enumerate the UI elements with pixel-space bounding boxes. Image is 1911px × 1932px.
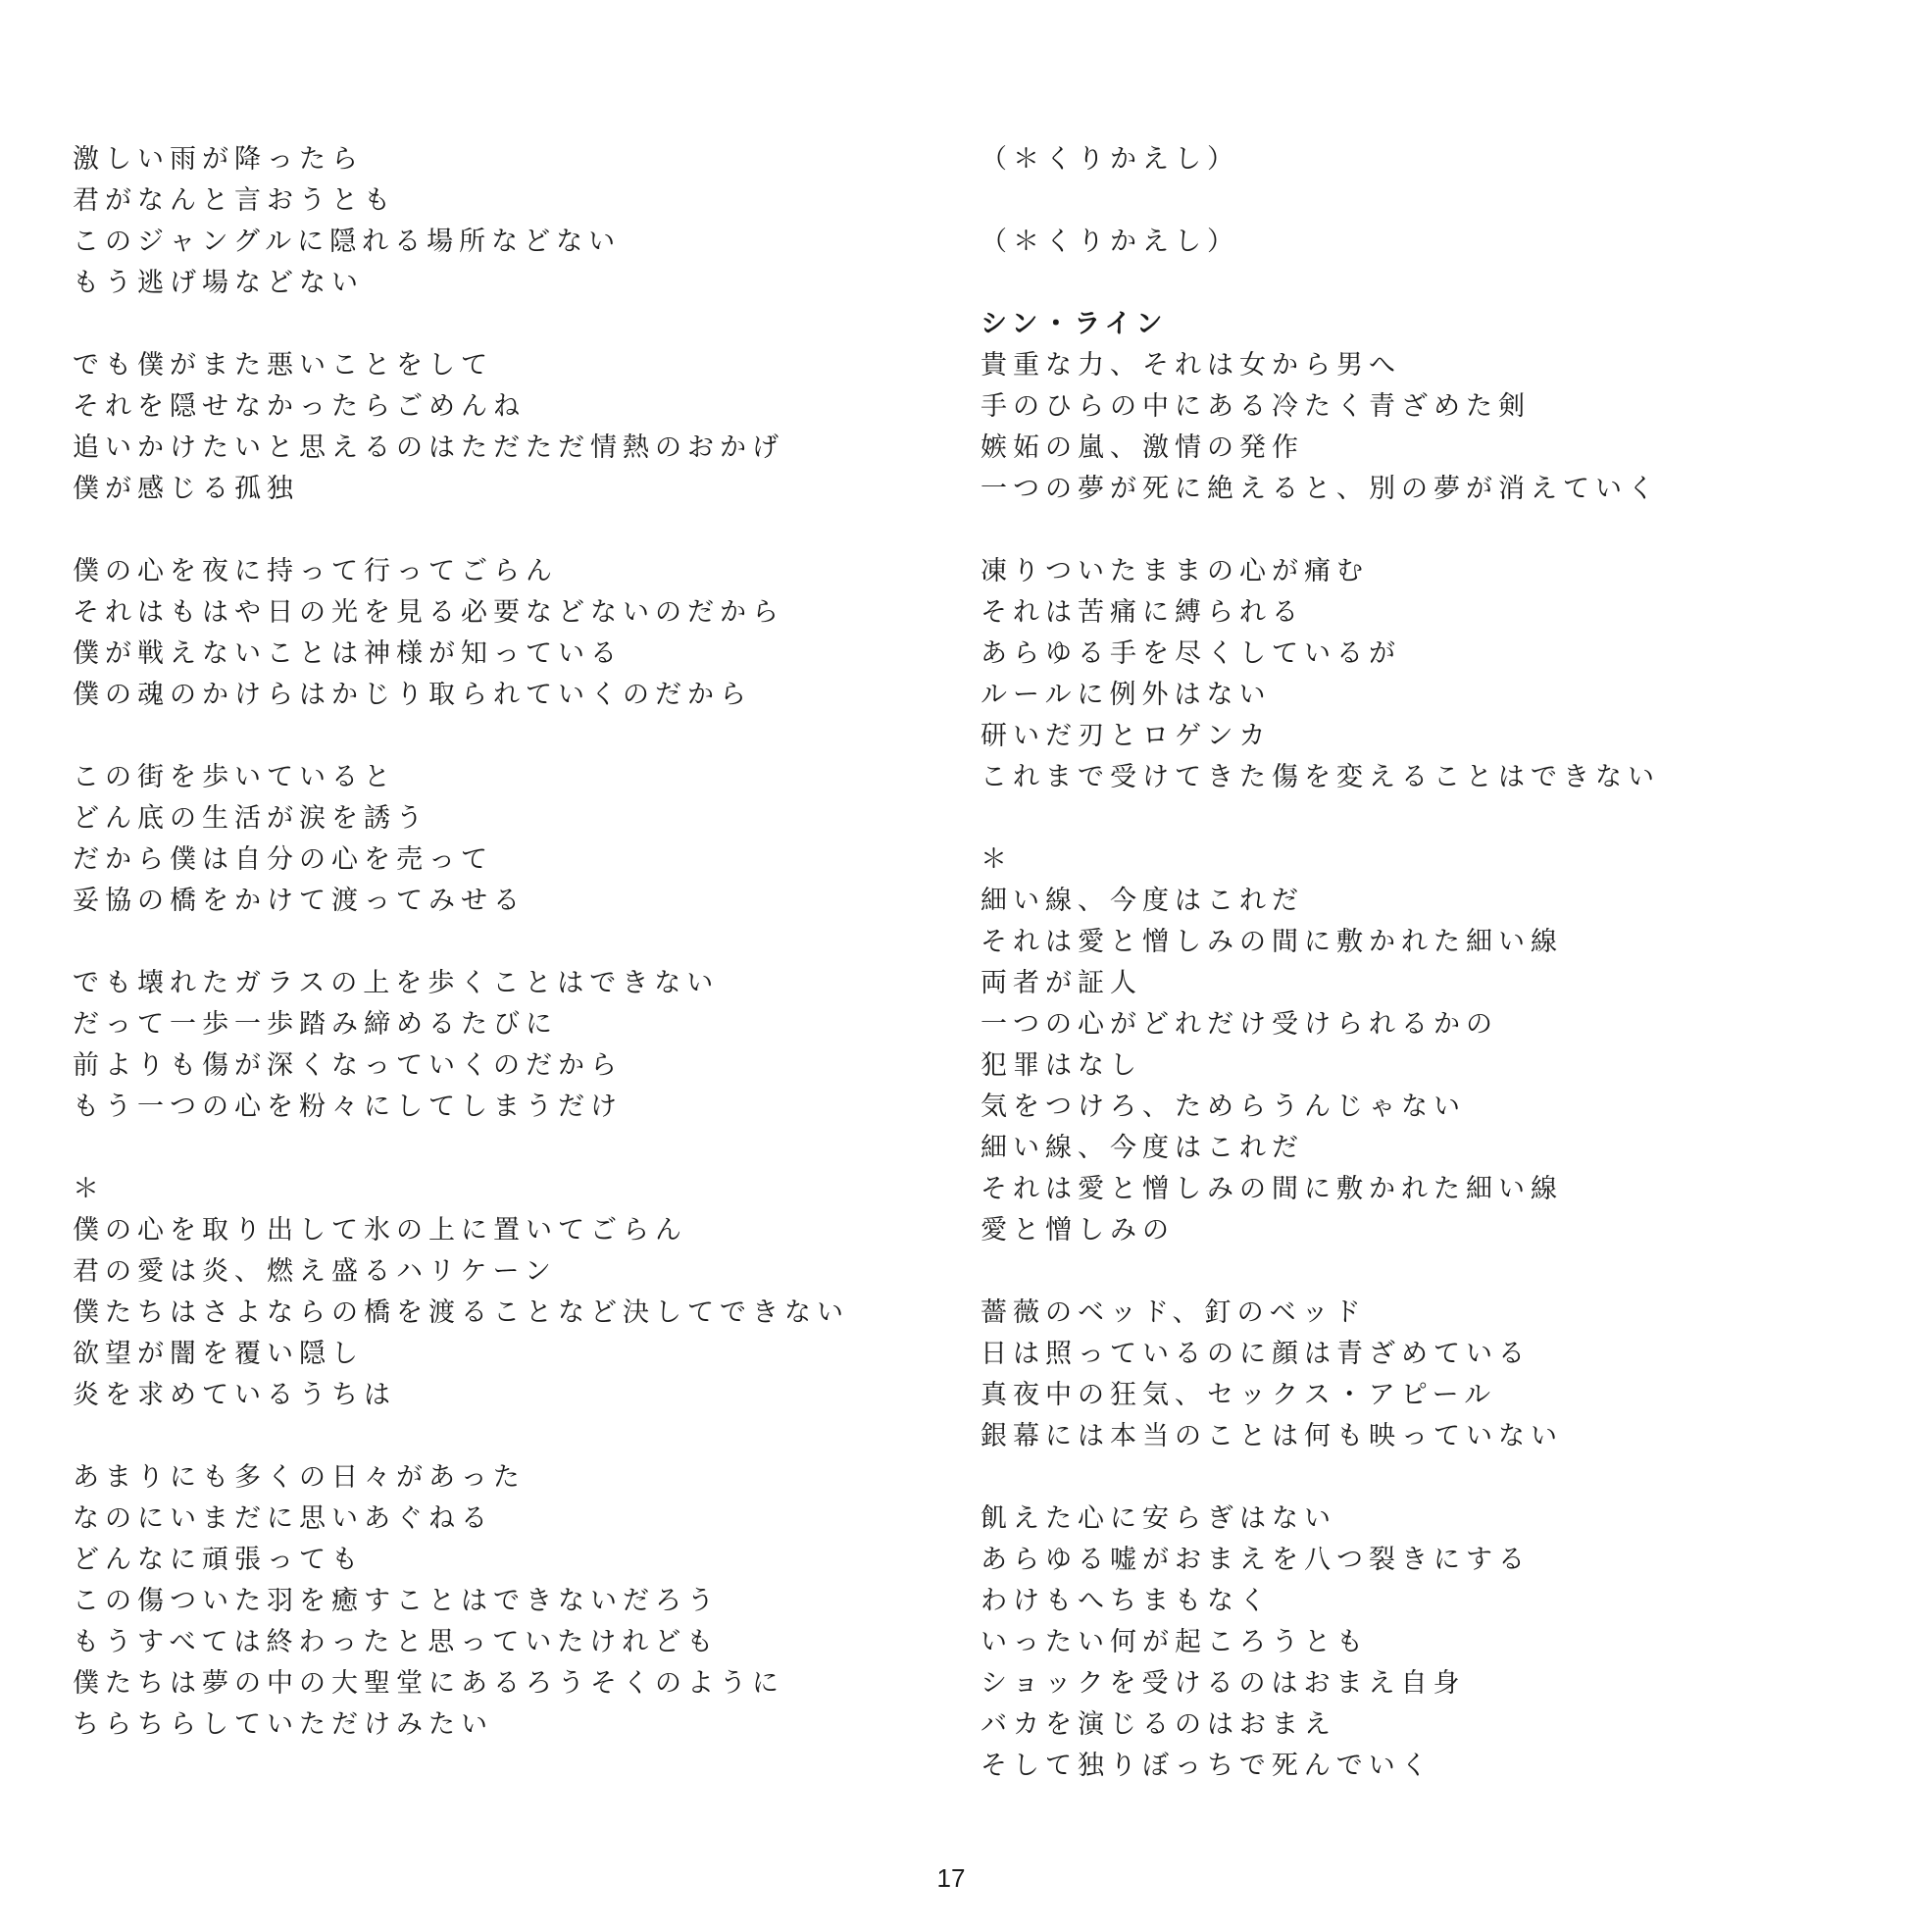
stanza-gap <box>73 510 955 551</box>
lyric-line: ショックを受けるのはおまえ自身 <box>981 1668 1466 1699</box>
stanza-gap <box>73 716 955 757</box>
lyric-line: 僕の魂のかけらはかじり取られていくのだから <box>73 680 752 710</box>
lyric-line: わけもへちまもなく <box>981 1586 1272 1616</box>
lyric-line: 研いだ刃とロゲンカ <box>981 721 1272 751</box>
lyric-line: 真夜中の狂気、セックス・アピール <box>981 1380 1497 1410</box>
chorus-marker: ＊ <box>73 1174 105 1204</box>
repeat-marker: （＊くりかえし） <box>981 227 1239 257</box>
lyric-line: 僕が感じる孤独 <box>73 474 299 504</box>
lyric-line: 日は照っているのに顔は青ざめている <box>981 1339 1531 1369</box>
lyric-line: それを隠せなかったらごめんね <box>73 391 526 422</box>
lyric-line: でも壊れたガラスの上を歩くことはできない <box>73 968 720 998</box>
lyric-line: 銀幕には本当のことは何も映っていない <box>981 1421 1563 1451</box>
lyric-line: 君の愛は炎、燃え盛るハリケーン <box>73 1256 557 1287</box>
lyric-line: 欲望が闇を覆い隠し <box>73 1339 364 1369</box>
lyric-line: 炎を求めているうちは <box>73 1380 396 1410</box>
lyric-line: 細い線、今度はこれだ <box>981 1133 1304 1163</box>
lyric-line: あらゆる手を尽くしているが <box>981 638 1401 669</box>
lyric-line: 気をつけろ、ためらうんじゃない <box>981 1092 1466 1122</box>
song-title: シン・ライン <box>981 309 1168 339</box>
lyric-line: あまりにも多くの日々があった <box>73 1462 526 1493</box>
lyric-line: もう一つの心を粉々にしてしまうだけ <box>73 1092 623 1122</box>
lyric-line: この傷ついた羽を癒すことはできないだろう <box>73 1586 720 1616</box>
lyric-line: いったい何が起ころうとも <box>981 1627 1369 1657</box>
lyric-line: それは愛と憎しみの間に敷かれた細い線 <box>981 1174 1563 1204</box>
lyric-line: もうすべては終わったと思っていたけれども <box>73 1627 720 1657</box>
lyric-line: 細い線、今度はこれだ <box>981 886 1304 916</box>
lyric-line: 前よりも傷が深くなっていくのだから <box>73 1050 623 1081</box>
stanza-gap <box>981 510 1863 551</box>
lyric-line: どん底の生活が涙を誘う <box>73 803 428 834</box>
lyric-line: この街を歩いていると <box>73 762 396 792</box>
repeat-marker: （＊くりかえし） <box>981 144 1239 175</box>
lyric-line: 一つの心がどれだけ受けられるかの <box>981 1009 1498 1040</box>
lyric-line: 両者が証人 <box>981 968 1142 998</box>
stanza-gap <box>981 263 1863 304</box>
lyric-line: だから僕は自分の心を売って <box>73 844 493 875</box>
lyric-line: それは苦痛に縛られる <box>981 597 1304 628</box>
lyric-line: なのにいまだに思いあぐねる <box>73 1503 493 1534</box>
lyric-line: 手のひらの中にある冷たく青ざめた剣 <box>981 391 1531 422</box>
stanza-gap <box>981 798 1863 839</box>
lyric-line: そして独りぼっちで死んでいく <box>981 1751 1433 1781</box>
lyric-line: ちらちらしていただけみたい <box>73 1709 493 1740</box>
lyric-line: それは愛と憎しみの間に敷かれた細い線 <box>981 927 1563 957</box>
lyric-line: 君がなんと言おうとも <box>73 185 396 216</box>
lyric-line: このジャングルに隠れる場所などない <box>73 227 622 257</box>
lyric-line: バカを演じるのはおまえ <box>981 1709 1336 1740</box>
lyric-line: 犯罪はなし <box>981 1050 1142 1081</box>
stanza-gap <box>981 180 1863 222</box>
lyric-line: 追いかけたいと思えるのはただただ情熱のおかげ <box>73 432 784 463</box>
stanza-gap <box>73 304 955 345</box>
lyric-line: それはもはや日の光を見る必要などないのだから <box>73 597 784 628</box>
lyric-line: 僕の心を夜に持って行ってごらん <box>73 556 558 586</box>
lyric-line: 妥協の橋をかけて渡ってみせる <box>73 886 526 916</box>
lyric-line: 一つの夢が死に絶えると、別の夢が消えていく <box>981 474 1660 504</box>
lyric-line: 僕たちは夢の中の大聖堂にあるろうそくのように <box>73 1668 784 1699</box>
lyrics-right-column <box>981 139 1863 1787</box>
lyric-line: 薔薇のベッド、釘のベッド <box>981 1297 1367 1328</box>
lyric-line: ルールに例外はない <box>981 680 1272 710</box>
lyric-line: 貴重な力、それは女から男へ <box>981 350 1401 381</box>
stanza-gap <box>73 922 955 963</box>
lyric-line: だって一歩一歩踏み締めるたびに <box>73 1009 558 1040</box>
lyric-line: でも僕がまた悪いことをして <box>73 350 493 381</box>
lyric-line: あらゆる嘘がおまえを八つ裂きにする <box>981 1545 1531 1575</box>
lyric-line: 僕たちはさよならの橋を渡ることなど決してできない <box>73 1297 849 1328</box>
stanza-gap <box>981 1251 1863 1293</box>
lyric-line: もう逃げ場などない <box>73 268 364 298</box>
lyric-line: 嫉妬の嵐、激情の発作 <box>981 432 1304 463</box>
stanza-gap <box>73 1128 955 1169</box>
lyric-line: 飢えた心に安らぎはない <box>981 1503 1336 1534</box>
lyric-line: 激しい雨が降ったら <box>73 144 364 175</box>
lyric-line: 凍りついたままの心が痛む <box>981 556 1369 586</box>
lyric-line: 僕が戦えないことは神様が知っている <box>73 638 623 669</box>
stanza-gap <box>73 1416 955 1457</box>
chorus-marker: ＊ <box>981 844 1013 875</box>
page-number: 17 <box>936 1863 966 1893</box>
lyric-line: どんなに頑張っても <box>73 1545 364 1575</box>
lyrics-left-column <box>73 139 955 1746</box>
lyric-line: これまで受けてきた傷を変えることはできない <box>981 762 1660 792</box>
lyric-line: 愛と憎しみの <box>981 1215 1175 1246</box>
lyric-line: 僕の心を取り出して氷の上に置いてごらん <box>73 1215 687 1246</box>
stanza-gap <box>981 1457 1863 1499</box>
